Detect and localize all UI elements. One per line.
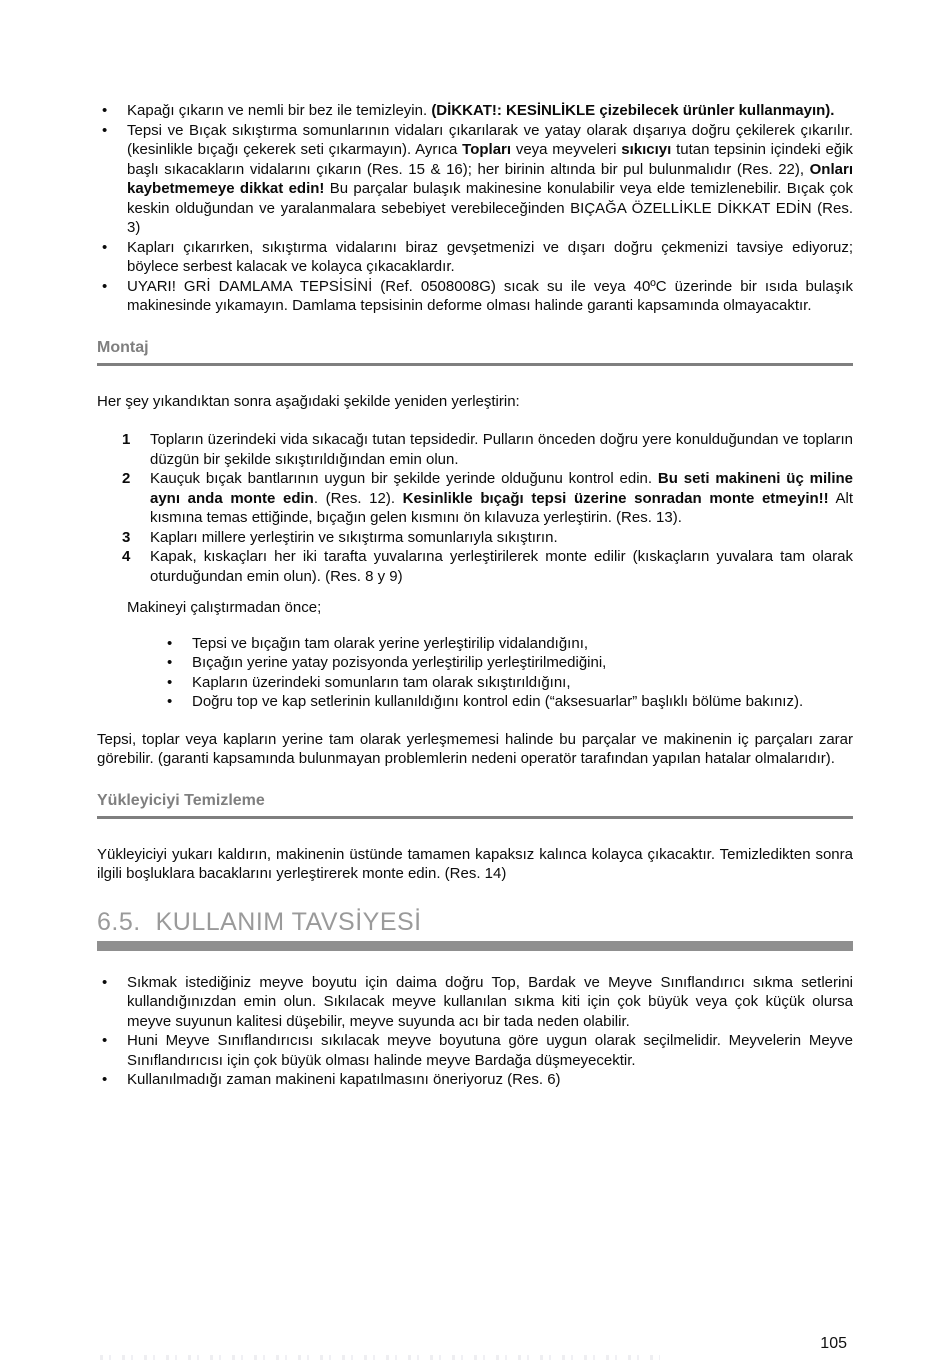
pre-start-check-list <box>165 634 853 712</box>
list-item: 1 Topların üzerindeki vida sıkacağı tutan tepsidedir. Pulların önceden doğru yere konulduğundan ve topların düzgün bir şekilde sıkıştırıldığından emin olun. <box>122 431 853 468</box>
list-item: • UYARI! GRİ DAMLAMA TEPSİSİNİ (Ref. 0508008G) sıcak su ile veya 40ºC üzerinde bir ısıda bulaşık makinesinde yıkamayın. Damlama tepsisinin deforme olması halinde garanti kapsamında olmayacaktır. <box>102 277 853 314</box>
chapter-heading-bar <box>97 941 853 951</box>
bullet-icon: • <box>102 121 108 139</box>
item-number: 4 <box>122 548 131 565</box>
section-heading-yukleyici: Yükleyiciyi Temizleme <box>97 791 265 809</box>
section-rule <box>97 363 853 366</box>
list-item: 3 Kapları millere yerleştirin ve sıkıştırma somunlarıyla sıkıştırın. <box>122 528 558 546</box>
loader-cleaning-paragraph: Yükleyiciyi yukarı kaldırın, makinenin üstünde tamamen kapaksız kalınca kolayca çıkacaktır. Temizledikten sonra ilgili boşluklara bacaklarını yerleştirerek monte edin. (Res. 14) <box>97 845 853 882</box>
item-number: 1 <box>122 431 131 448</box>
usage-advice-list <box>97 973 853 1090</box>
list-item: 4 Kapak, kıskaçları her iki tarafta yuvalarına yerleştirilerek monte edilir (kıskaçların yuvalara tam olarak oturduğundan emin olun). (Res. 8 y 9) <box>122 548 853 585</box>
list-item: • Kullanılmadığı zaman makineni kapatılmasını öneriyoruz (Res. 6) <box>102 1071 561 1088</box>
warranty-note-paragraph: Tepsi, toplar veya kapların yerine tam olarak yerleşmemesi halinde bu parçalar ve makinenin iç parçaları zarar görebilir. (garanti kapsamında bulunmayan problemlerin nedeni operatör tarafından yapılan hatalar olmalarıdır). <box>97 730 853 767</box>
list-item: • Huni Meyve Sınıflandırıcısı sıkılacak meyve boyutuna göre uygun olarak seçilmelidir. Meyvelerin Meyve Sınıflandırıcısı için çok büyük olması halinde meyve Bardağa düşmeyecektir. <box>102 1032 853 1069</box>
list-item: • Kapların üzerindeki somunların tam olarak sıkıştırıldığını, <box>167 673 571 691</box>
item-number: 2 <box>122 470 131 487</box>
list-item: • Tepsi ve bıçağın tam olarak yerine yerleştirilip vidalandığını, <box>167 634 589 652</box>
item-number: 3 <box>122 528 131 546</box>
section-rule <box>97 816 853 819</box>
bullet-icon: • <box>102 277 108 295</box>
page-content <box>97 101 853 1090</box>
bullet-icon: • <box>102 102 108 119</box>
bullet-icon: • <box>102 238 108 256</box>
list-item: • Kapları çıkarırken, sıkıştırma vidalarını biraz gevşetmenizi ve dışarı doğru çekmenizi tavsiye ediyoruz; böylece serbest kalacak ve kolayca çıkacaklardır. <box>102 238 853 275</box>
list-item: • Bıçağın yerine yatay pozisyonda yerleştirilip yerleştirilmediğini, <box>167 654 607 671</box>
bullet-icon: • <box>167 693 173 710</box>
intro-paragraph: Her şey yıkandıktan sonra aşağıdaki şekilde yeniden yerleştirin: <box>97 392 520 410</box>
bullet-icon: • <box>167 673 173 691</box>
list-item: 2 Kauçuk bıçak bantlarının uygun bir şekilde yerinde olduğunu kontrol edin. Bu seti makineni üç miline aynı anda monte edin. (Res. 12). Kesinlikle bıçağı tepsi üzerine sonradan monte etmeyin!! Alt kısmına temas ettiğinde, bıçağın gelen kısmını ön kılavuza yerleştirin. (Res. 13). <box>122 470 853 526</box>
chapter-heading-kullanim-tavsiyesi: 6.5. KULLANIM TAVSİYESİ <box>97 907 422 936</box>
section-heading-montaj: Montaj <box>97 338 149 356</box>
bullet-icon: • <box>102 1071 108 1088</box>
cleaning-bullet-list <box>97 101 853 316</box>
bullet-icon: • <box>167 634 173 652</box>
list-item: • Kapağı çıkarın ve nemli bir bez ile temizleyin. (DİKKAT!: KESİNLİKLE çizebilecek ürünler kullanmayın). <box>102 102 835 119</box>
page-number: 105 <box>820 1335 847 1352</box>
list-item: • Doğru top ve kap setlerinin kullanıldığını kontrol edin (“aksesuarlar” başlıklı bölüme bakınız). <box>167 693 804 710</box>
list-item: • Sıkmak istediğiniz meyve boyutu için daima doğru Top, Bardak ve Meyve Sınıflandırıcı sıkma setlerini kullandığınızdan emin olun. Sıkılacak meyve kullanılan sıkma kiti için çok büyük veya çok küçük olursa meyve suyunun kalitesi düşebilir, meyve suyunda acı bir tada neden olabilir. <box>102 973 853 1030</box>
before-operating-label: Makineyi çalıştırmadan önce; <box>127 599 322 616</box>
bullet-icon: • <box>102 1032 108 1049</box>
footer-cutoff-text <box>100 1355 660 1360</box>
assembly-steps-list <box>97 430 853 586</box>
bullet-icon: • <box>102 973 108 991</box>
list-item: • Tepsi ve Bıçak sıkıştırma somunlarının vidaları çıkarılarak ve yatay olarak dışarıya doğru çekilerek çıkarılır. (kesinlikle bıçağı çekerek seti çıkarmayın). Ayrıca Topları veya meyveleri sıkıcıyı tutan tepsinin içindeki eğik başlı sıkacakların vidalarını çıkarın (Res. 15 & 16); her birinin altında bir pul bulunmalıdır (Res. 22), Onları kaybetmemeye dikkat edin! Bu parçalar bulaşık makinesine konulabilir veya elde temizlenebilir. Bıçak çok keskin olduğundan ve yaralanmalara sebebiyet verebileceğinden BIÇAĞA ÖZELLİKLE DİKKAT EDİN (Res. 3) <box>102 121 853 236</box>
bullet-icon: • <box>167 654 173 671</box>
